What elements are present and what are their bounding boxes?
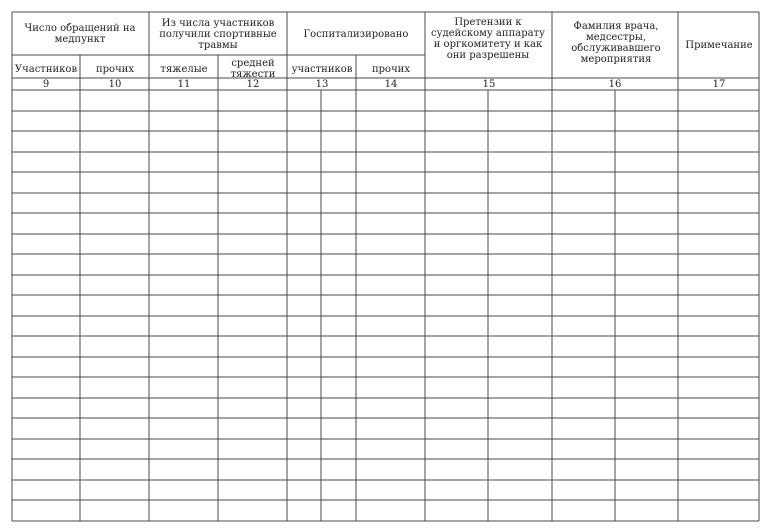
- col-number-11: 11: [177, 79, 191, 90]
- col-number-16: 16: [608, 79, 622, 90]
- header-sports-injuries: Из числа участников получили спортивные травмы: [159, 17, 277, 51]
- header-complaints: Претензии к судейскому аппарату и оргкомитету и как они разрешены: [431, 17, 545, 61]
- subheader-severe: тяжелые: [160, 63, 208, 75]
- col-number-9: 9: [42, 79, 50, 90]
- subheader-others: прочих: [95, 63, 134, 75]
- subheader-hosp-participants: участников: [291, 63, 353, 75]
- header-hospitalized: Госпитализировано: [303, 28, 409, 40]
- subheader-participants: Участников: [14, 63, 78, 75]
- header-notes: Примечание: [685, 39, 753, 51]
- col-number-14: 14: [384, 79, 398, 90]
- subheader-moderate: средней тяжести: [230, 58, 276, 80]
- col-number-15: 15: [482, 79, 496, 90]
- col-number-13: 13: [315, 79, 329, 90]
- col-number-17: 17: [712, 79, 726, 90]
- subheader-hosp-others: прочих: [371, 63, 410, 75]
- col-number-10: 10: [108, 79, 122, 90]
- header-doctor-name: Фамилия врача, медсестры, обслуживавшего мероприятия: [571, 21, 661, 65]
- header-medpoint-visits: Число обращений на медпункт: [24, 23, 136, 45]
- col-number-12: 12: [246, 79, 260, 90]
